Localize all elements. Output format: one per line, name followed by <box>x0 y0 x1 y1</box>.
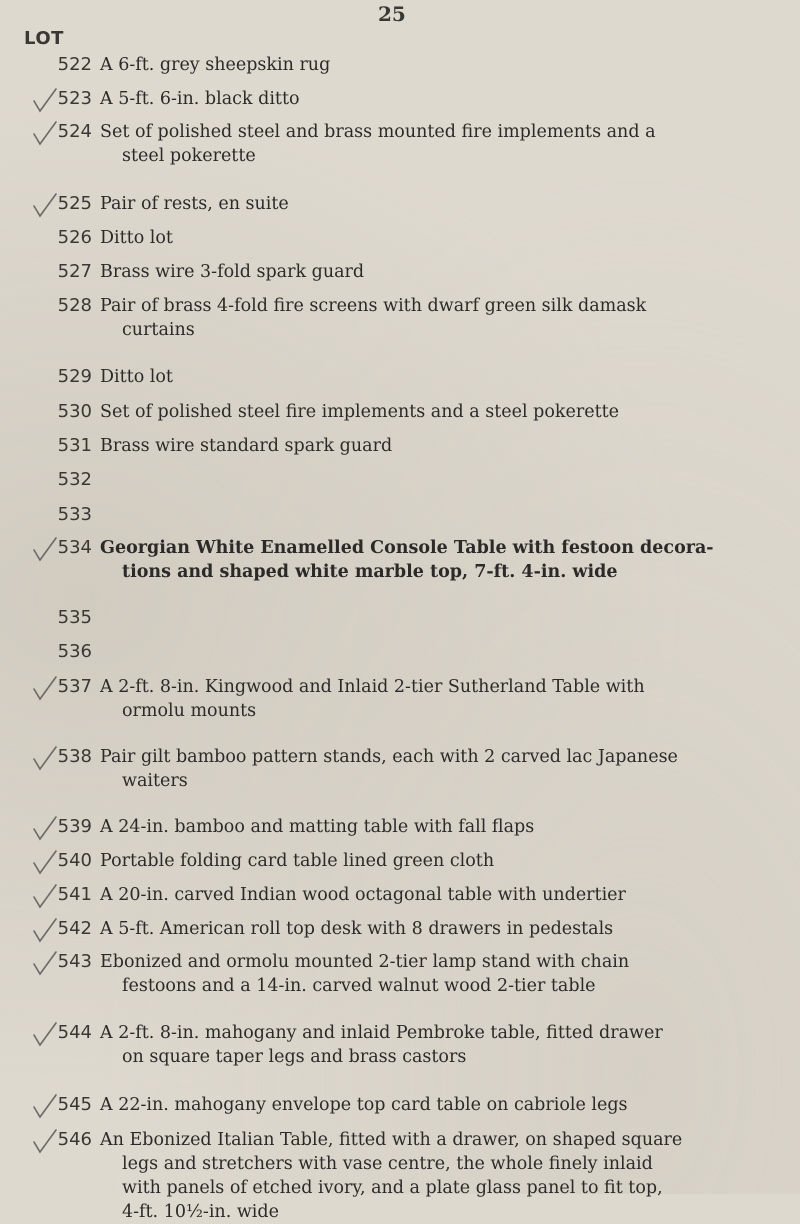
lot-description <box>100 192 780 216</box>
lot-number: 532 <box>57 469 92 490</box>
lot-description <box>100 53 780 77</box>
description-line: Pair of rests, en suite <box>100 194 289 214</box>
page-number: 25 <box>378 2 406 26</box>
description-line: Ebonized and ormolu mounted 2-tier lamp stand with chain <box>100 952 630 972</box>
lot-number: 529 <box>57 366 92 387</box>
description-line: Pair gilt bamboo pattern stands, each with 2 carved lac Japanese <box>100 747 678 767</box>
description-line: A 5-ft. 6-in. black ditto <box>100 89 300 109</box>
description-line: waiters <box>122 771 188 791</box>
lot-number: 533 <box>57 504 92 525</box>
description-line: A 22-in. mahogany envelope top card table on cabriole legs <box>100 1095 628 1115</box>
lot-column-heading: LOT <box>24 28 64 49</box>
lot-description <box>100 917 780 941</box>
description-line: on square taper legs and brass castors <box>122 1047 467 1067</box>
lot-number: 537 <box>57 676 92 697</box>
lot-description <box>100 400 780 424</box>
lot-number: 538 <box>57 746 92 767</box>
lot-number: 545 <box>57 1094 92 1115</box>
lot-number: 526 <box>57 227 92 248</box>
description-line: Ditto lot <box>100 228 173 248</box>
lot-description <box>100 365 780 389</box>
description-line: steel pokerette <box>122 146 256 166</box>
description-line: Ditto lot <box>100 367 173 387</box>
lot-number: 539 <box>57 816 92 837</box>
lot-description <box>100 883 780 907</box>
lot-description <box>100 120 780 168</box>
lot-number: 527 <box>57 261 92 282</box>
lot-description <box>100 294 780 342</box>
description-line: Brass wire 3-fold spark guard <box>100 262 365 282</box>
description-line: A 6-ft. grey sheepskin rug <box>100 55 331 75</box>
lot-number: 522 <box>57 54 92 75</box>
description-line: A 5-ft. American roll top desk with 8 drawers in pedestals <box>100 919 614 939</box>
lot-description <box>100 226 780 250</box>
lot-number: 543 <box>57 951 92 972</box>
description-line: with panels of etched ivory, and a plate glass panel to fit top, <box>122 1178 663 1198</box>
description-line: legs and stretchers with vase centre, the whole finely inlaid <box>122 1154 653 1174</box>
description-line: 4-ft. 10½-in. wide <box>122 1202 279 1222</box>
lot-number: 544 <box>57 1022 92 1043</box>
lot-description <box>100 675 780 723</box>
lot-description <box>100 87 780 111</box>
description-line: curtains <box>122 320 195 340</box>
lot-number: 525 <box>57 193 92 214</box>
lot-description <box>100 1093 780 1117</box>
description-line: Set of polished steel fire implements and a steel pokerette <box>100 402 620 422</box>
description-line: Georgian White Enamelled Console Table with festoon decora- <box>100 538 714 558</box>
lot-number: 523 <box>57 88 92 109</box>
lot-description <box>100 260 780 284</box>
lot-description <box>100 950 780 998</box>
lot-number: 528 <box>57 295 92 316</box>
description-line: ormolu mounts <box>122 701 257 721</box>
lot-number: 536 <box>57 641 92 662</box>
lot-number: 541 <box>57 884 92 905</box>
lot-number: 540 <box>57 850 92 871</box>
description-line: Set of polished steel and brass mounted fire implements and a <box>100 122 656 142</box>
description-line: A 24-in. bamboo and matting table with fall flaps <box>100 817 535 837</box>
description-line: tions and shaped white marble top, 7-ft. 4-in. wide <box>122 562 618 582</box>
lot-number: 531 <box>57 435 92 456</box>
description-line: A 20-in. carved Indian wood octagonal table with undertier <box>100 885 626 905</box>
description-line: festoons and a 14-in. carved walnut wood 2-tier table <box>122 976 596 996</box>
lot-description <box>100 434 780 458</box>
lot-description <box>100 1128 780 1224</box>
lot-number: 535 <box>57 607 92 628</box>
description-line: An Ebonized Italian Table, fitted with a drawer, on shaped square <box>100 1130 683 1150</box>
lot-description <box>100 536 780 584</box>
lot-number: 534 <box>57 537 92 558</box>
lot-description <box>100 849 780 873</box>
description-line: Portable folding card table lined green cloth <box>100 851 495 871</box>
lot-description <box>100 745 780 793</box>
lot-number: 524 <box>57 121 92 142</box>
description-line: A 2-ft. 8-in. Kingwood and Inlaid 2-tier Sutherland Table with <box>100 677 645 697</box>
lot-number: 546 <box>57 1129 92 1150</box>
description-line: Pair of brass 4-fold fire screens with dwarf green silk damask <box>100 296 647 316</box>
lot-number: 530 <box>57 401 92 422</box>
description-line: A 2-ft. 8-in. mahogany and inlaid Pembroke table, fitted drawer <box>100 1023 663 1043</box>
description-line: Brass wire standard spark guard <box>100 436 393 456</box>
lot-number: 542 <box>57 918 92 939</box>
lot-description <box>100 1021 780 1069</box>
lot-description <box>100 815 780 839</box>
